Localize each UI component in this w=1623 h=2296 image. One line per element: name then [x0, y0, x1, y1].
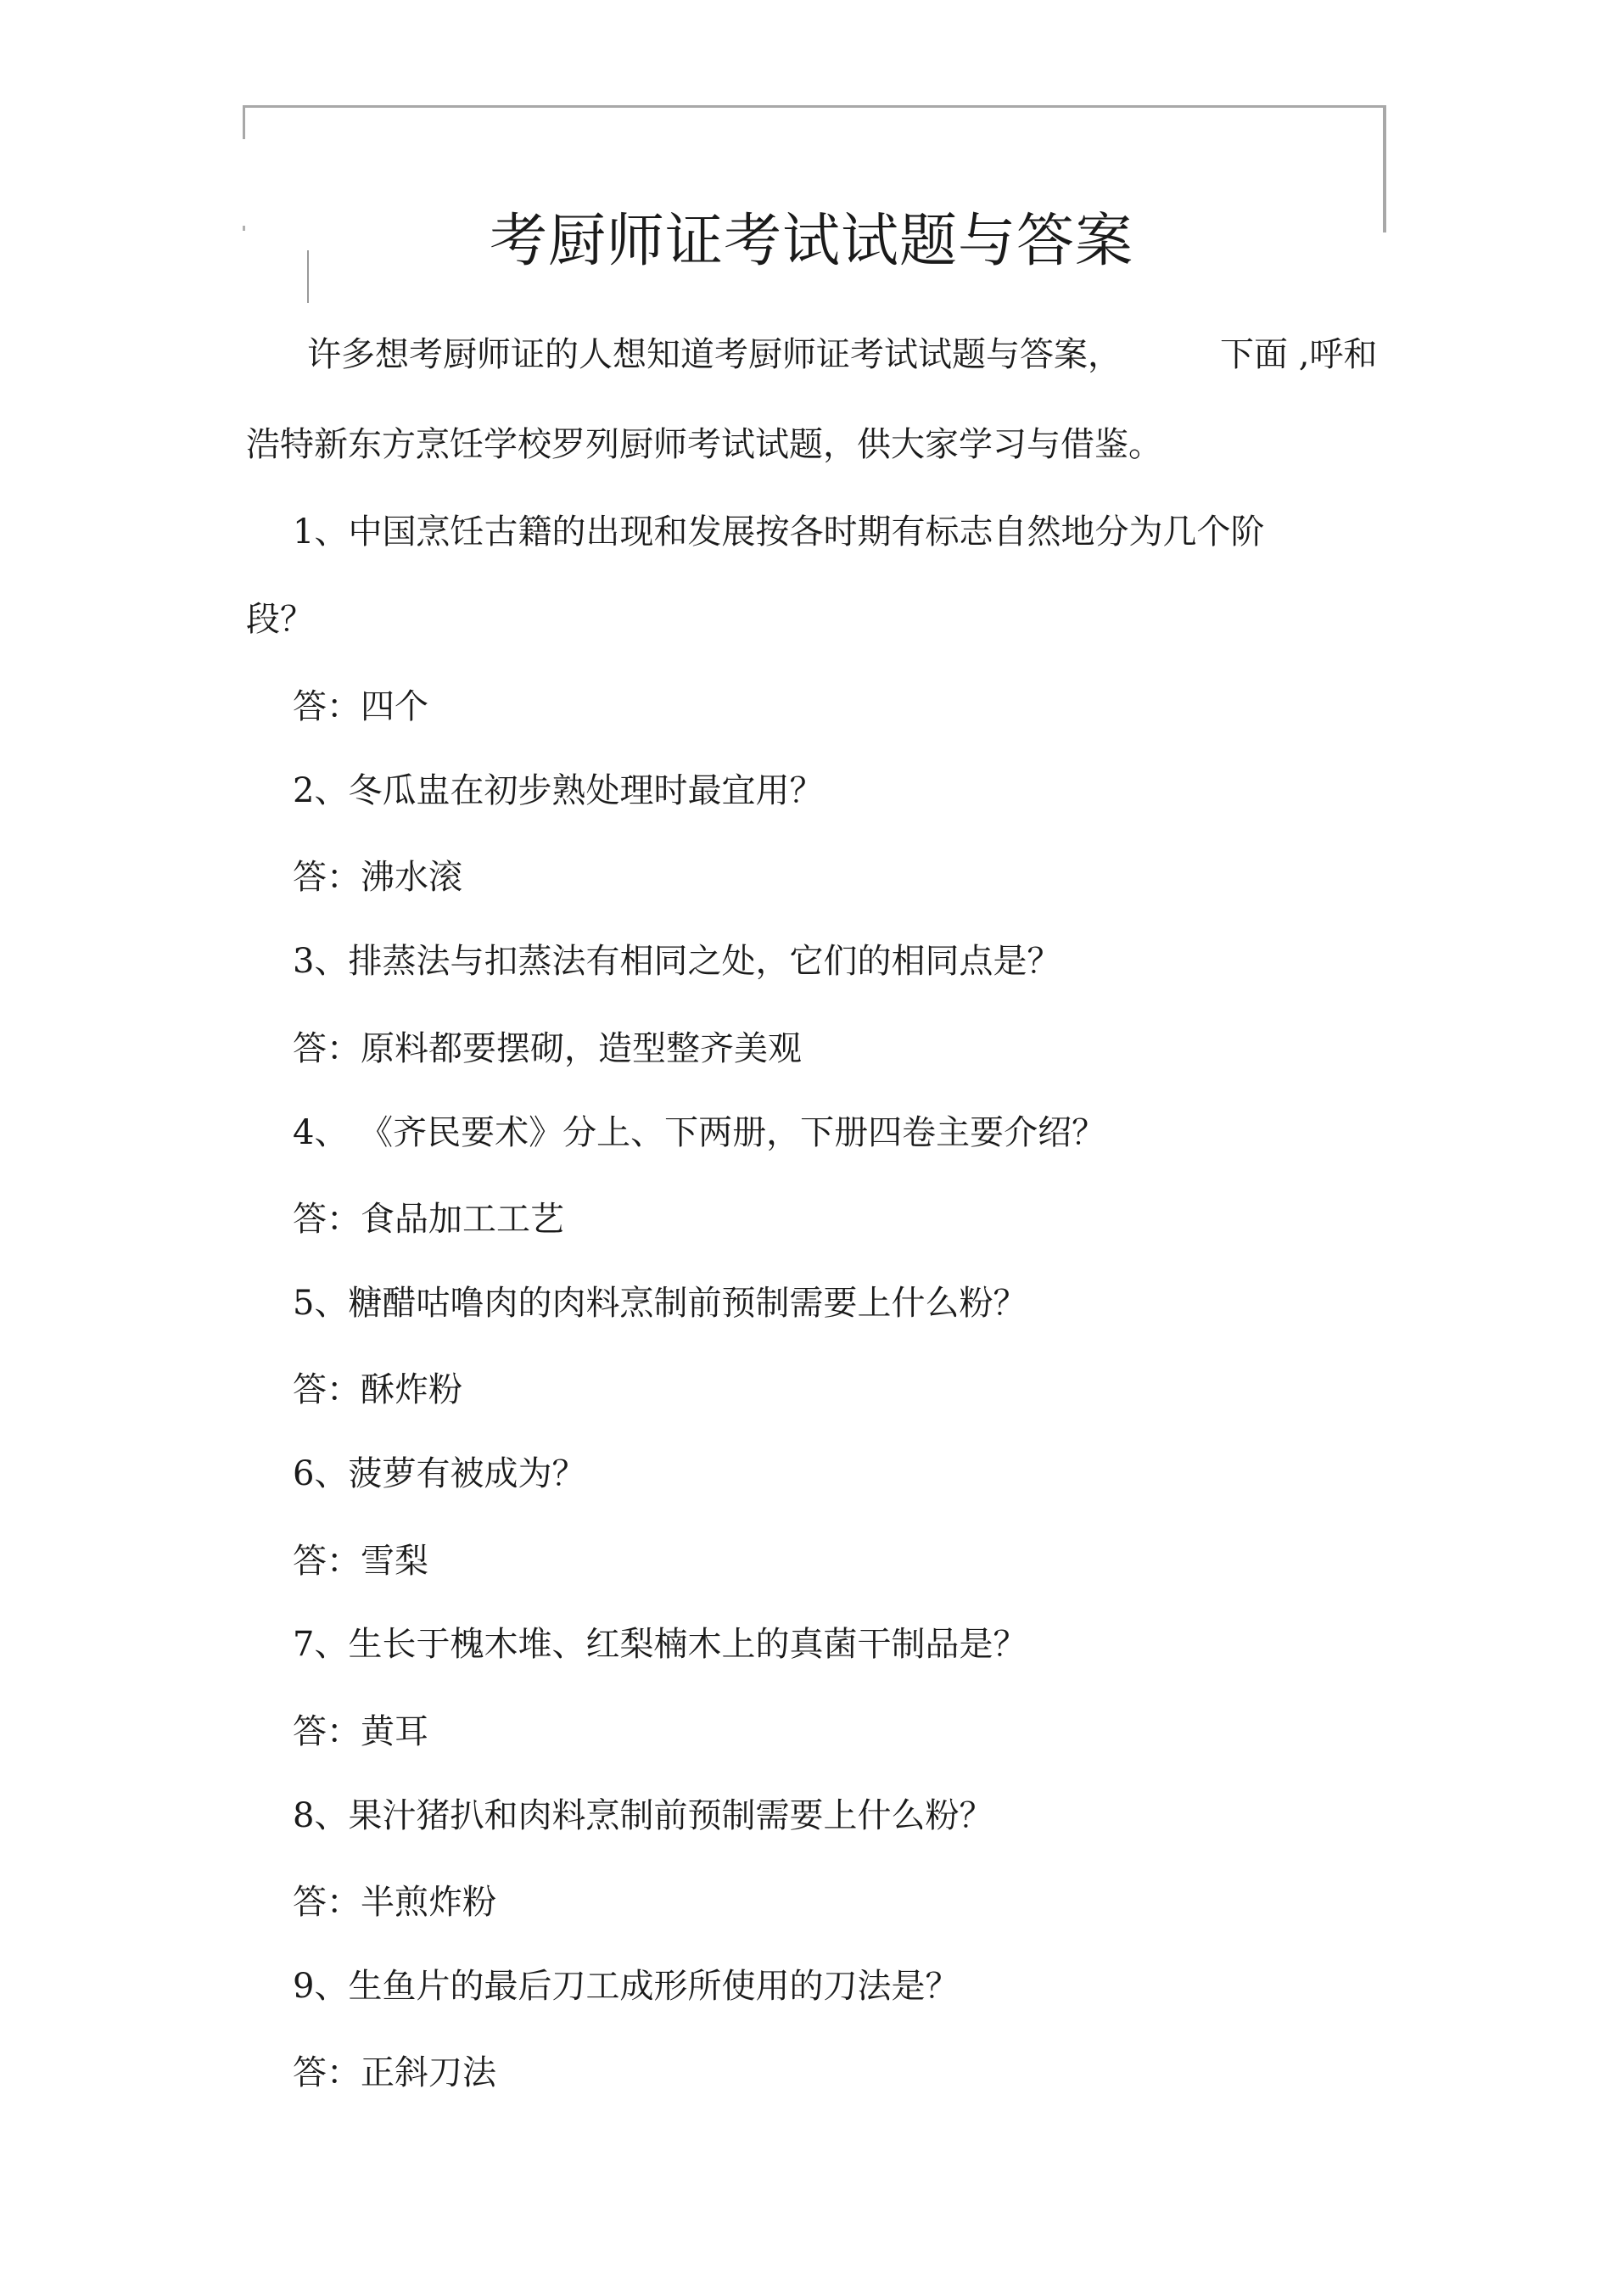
question-2: 2、冬瓜盅在初步熟处理时最宜用？: [293, 771, 824, 810]
answer-9: 答：正斜刀法: [293, 2053, 496, 2092]
intro-line-1: 许多想考厨师证的人想知道考厨师证考试试题与答案，: [307, 335, 1122, 374]
question-1-continued: 段？: [246, 600, 314, 639]
question-6: 6、菠萝有被成为？: [293, 1454, 586, 1493]
question-9: 9、生鱼片的最后刀工成形所使用的刀法是？: [293, 1967, 960, 2006]
question-5: 5、糖醋咕噜肉的肉料烹制前预制需要上什么粉？: [293, 1284, 1027, 1323]
answer-5: 答：酥炸粉: [293, 1370, 462, 1409]
question-3: 3、排蒸法与扣蒸法有相同之处，它们的相同点是？: [293, 942, 1061, 981]
answer-8: 答：半煎炸粉: [293, 1883, 496, 1922]
question-7: 7、生长于槐木堆、红梨楠木上的真菌干制品是？: [293, 1625, 1027, 1664]
question-8: 8、果汁猪扒和肉料烹制前预制需要上什么粉？: [293, 1796, 993, 1835]
intro-line-1-tail: 下面 ,呼和: [1220, 335, 1378, 374]
frame-left-line: [243, 105, 245, 139]
answer-6: 答：雪梨: [293, 1542, 428, 1581]
answer-1: 答：四个: [293, 687, 428, 726]
intro-line-2: 浩特新东方烹饪学校罗列厨师考试试题，供大家学习与借鉴。: [246, 425, 1162, 464]
question-4: 4、 《齐民要术》分上、下两册，下册四卷主要介绍？: [293, 1113, 1106, 1152]
answer-3: 答：原料都要摆砌，造型整齐美观: [293, 1029, 802, 1068]
frame-top-line: [243, 105, 1385, 108]
question-1: 1、中国烹饪古籍的出现和发展按各时期有标志自然地分为几个阶: [293, 512, 1265, 552]
answer-4: 答：食品加工工艺: [293, 1200, 564, 1239]
answer-2: 答：沸水滚: [293, 858, 462, 897]
page-title: 考厨师证考试试题与答案: [489, 208, 1133, 275]
answer-7: 答：黄耳: [293, 1712, 428, 1751]
